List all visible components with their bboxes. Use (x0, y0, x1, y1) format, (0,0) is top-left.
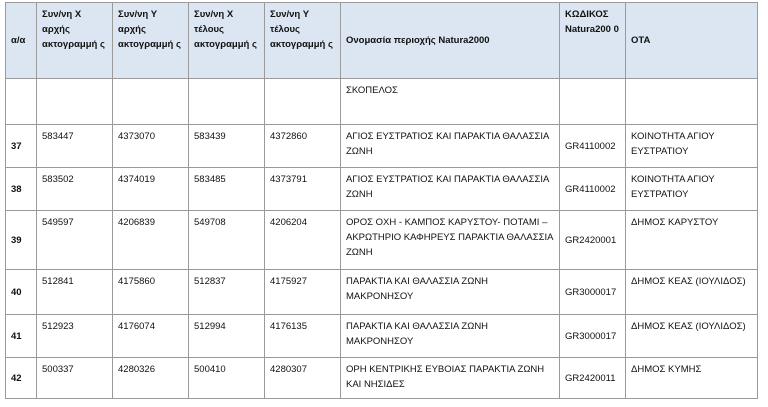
table-header-row (6, 3, 758, 79)
table-cell-aa: 40 (6, 270, 37, 315)
table-cell-x-start: 512923 (37, 315, 113, 358)
table-row (6, 358, 758, 399)
table-cell-x-end: 583439 (189, 125, 265, 168)
header-aa: α/α (6, 3, 37, 79)
table-cell-x-end: 549708 (189, 211, 265, 270)
table-cell-x-end: 583485 (189, 168, 265, 211)
header-x-start: Συν/νη Χ αρχής ακτογραμμή ς (37, 3, 113, 79)
table-cell-code: GR4110002 (560, 168, 626, 211)
table-cell (113, 79, 189, 125)
table-cell-area-name: ΣΚΟΠΕΛΟΣ (341, 79, 560, 125)
table-cell-aa: 39 (6, 211, 37, 270)
table-cell-aa: 41 (6, 315, 37, 358)
table-cell-x-end: 500410 (189, 358, 265, 399)
table-cell (37, 79, 113, 125)
table-cell-ota: ΚΟΙΝΟΤΗΤΑ ΑΓΙΟΥ ΕΥΣΤΡΑΤΙΟΥ (626, 125, 758, 168)
table-cell-x-start: 583502 (37, 168, 113, 211)
table-cell-name: ΟΡΗ ΚΕΝΤΡΙΚΗΣ ΕΥΒΟΙΑΣ ΠΑΡΑΚΤΙΑ ΖΩΝΗ ΚΑΙ ΝΗΣΙΔΕΣ (341, 358, 560, 399)
table-cell-x-start: 512841 (37, 270, 113, 315)
table-row (6, 125, 758, 168)
table-cell-name: ΑΓΙΟΣ ΕΥΣΤΡΑΤΙΟΣ ΚΑΙ ΠΑΡΑΚΤΙΑ ΘΑΛΑΣΣΙΑ ΖΩΝΗ (341, 168, 560, 211)
table-cell-x-start: 500337 (37, 358, 113, 399)
table-cell-x-start: 549597 (37, 211, 113, 270)
table-cell-x-end: 512837 (189, 270, 265, 315)
table-cell-ota: ΚΟΙΝΟΤΗΤΑ ΑΓΙΟΥ ΕΥΣΤΡΑΤΙΟΥ (626, 168, 758, 211)
table-cell-y-end: 4280307 (265, 358, 341, 399)
table-cell-y-start: 4176074 (113, 315, 189, 358)
table-cell-ota: ΔΗΜΟΣ ΚΑΡΥΣΤΟΥ (626, 211, 758, 270)
table-cell-y-start: 4206839 (113, 211, 189, 270)
table-cell-code: GR2420001 (560, 211, 626, 270)
header-y-end: Συν/νη Υ τέλους ακτογραμμή ς (265, 3, 341, 79)
table-cell-y-start: 4374019 (113, 168, 189, 211)
table-cell-code: GR4110002 (560, 125, 626, 168)
table-row-continuation (6, 79, 758, 125)
header-y-start: Συν/νη Υ αρχής ακτογραμμή ς (113, 3, 189, 79)
table-cell-ota: ΔΗΜΟΣ ΚΥΜΗΣ (626, 358, 758, 399)
table-cell (626, 79, 758, 125)
table-row (6, 168, 758, 211)
table-row (6, 315, 758, 358)
table-cell (6, 79, 37, 125)
table-cell-code: GR3000017 (560, 315, 626, 358)
header-area-name: Ονομασία περιοχής Natura2000 (341, 3, 560, 79)
table-cell-x-end: 512994 (189, 315, 265, 358)
table-cell (560, 79, 626, 125)
table-cell-ota: ΔΗΜΟΣ ΚΕΑΣ (ΙΟΥΛΙΔΟΣ) (626, 315, 758, 358)
table-cell-y-end: 4175927 (265, 270, 341, 315)
table-row (6, 270, 758, 315)
header-natura-code: ΚΩΔΙΚΟΣ Natura200 0 (560, 3, 626, 79)
table-cell-code: GR3000017 (560, 270, 626, 315)
table-cell-y-start: 4373070 (113, 125, 189, 168)
table-cell-aa: 42 (6, 358, 37, 399)
table-cell (189, 79, 265, 125)
table-cell-aa: 38 (6, 168, 37, 211)
table-cell-y-end: 4206204 (265, 211, 341, 270)
header-ota: ΟΤΑ (626, 3, 758, 79)
table-cell-name: ΑΓΙΟΣ ΕΥΣΤΡΑΤΙΟΣ ΚΑΙ ΠΑΡΑΚΤΙΑ ΘΑΛΑΣΣΙΑ ΖΩΝΗ (341, 125, 560, 168)
table-cell-name: ΟΡΟΣ ΟΧΗ - ΚΑΜΠΟΣ ΚΑΡΥΣΤΟΥ- ΠΟΤΑΜΙ – ΑΚΡΩΤΗΡΙΟ ΚΑΦΗΡΕΥΣ ΠΑΡΑΚΤΙΑ ΘΑΛΑΣΣΙΑ ΖΩΝΗ (341, 211, 560, 270)
table-cell-y-end: 4373791 (265, 168, 341, 211)
table-cell-name: ΠΑΡΑΚΤΙΑ ΚΑΙ ΘΑΛΑΣΣΙΑ ΖΩΝΗ ΜΑΚΡΟΝΗΣΟΥ (341, 270, 560, 315)
header-x-end: Συν/νη Χ τέλους ακτογραμμή ς (189, 3, 265, 79)
table-cell-y-start: 4175860 (113, 270, 189, 315)
table-cell-y-end: 4176135 (265, 315, 341, 358)
table-row (6, 211, 758, 270)
natura-coastline-table (5, 2, 758, 399)
table-cell-y-start: 4280326 (113, 358, 189, 399)
table-cell-y-end: 4372860 (265, 125, 341, 168)
table-cell-ota: ΔΗΜΟΣ ΚΕΑΣ (ΙΟΥΛΙΔΟΣ) (626, 270, 758, 315)
table-cell-name: ΠΑΡΑΚΤΙΑ ΚΑΙ ΘΑΛΑΣΣΙΑ ΖΩΝΗ ΜΑΚΡΟΝΗΣΟΥ (341, 315, 560, 358)
table-cell-aa: 37 (6, 125, 37, 168)
table-cell-x-start: 583447 (37, 125, 113, 168)
table-cell-code: GR2420011 (560, 358, 626, 399)
table-cell (265, 79, 341, 125)
